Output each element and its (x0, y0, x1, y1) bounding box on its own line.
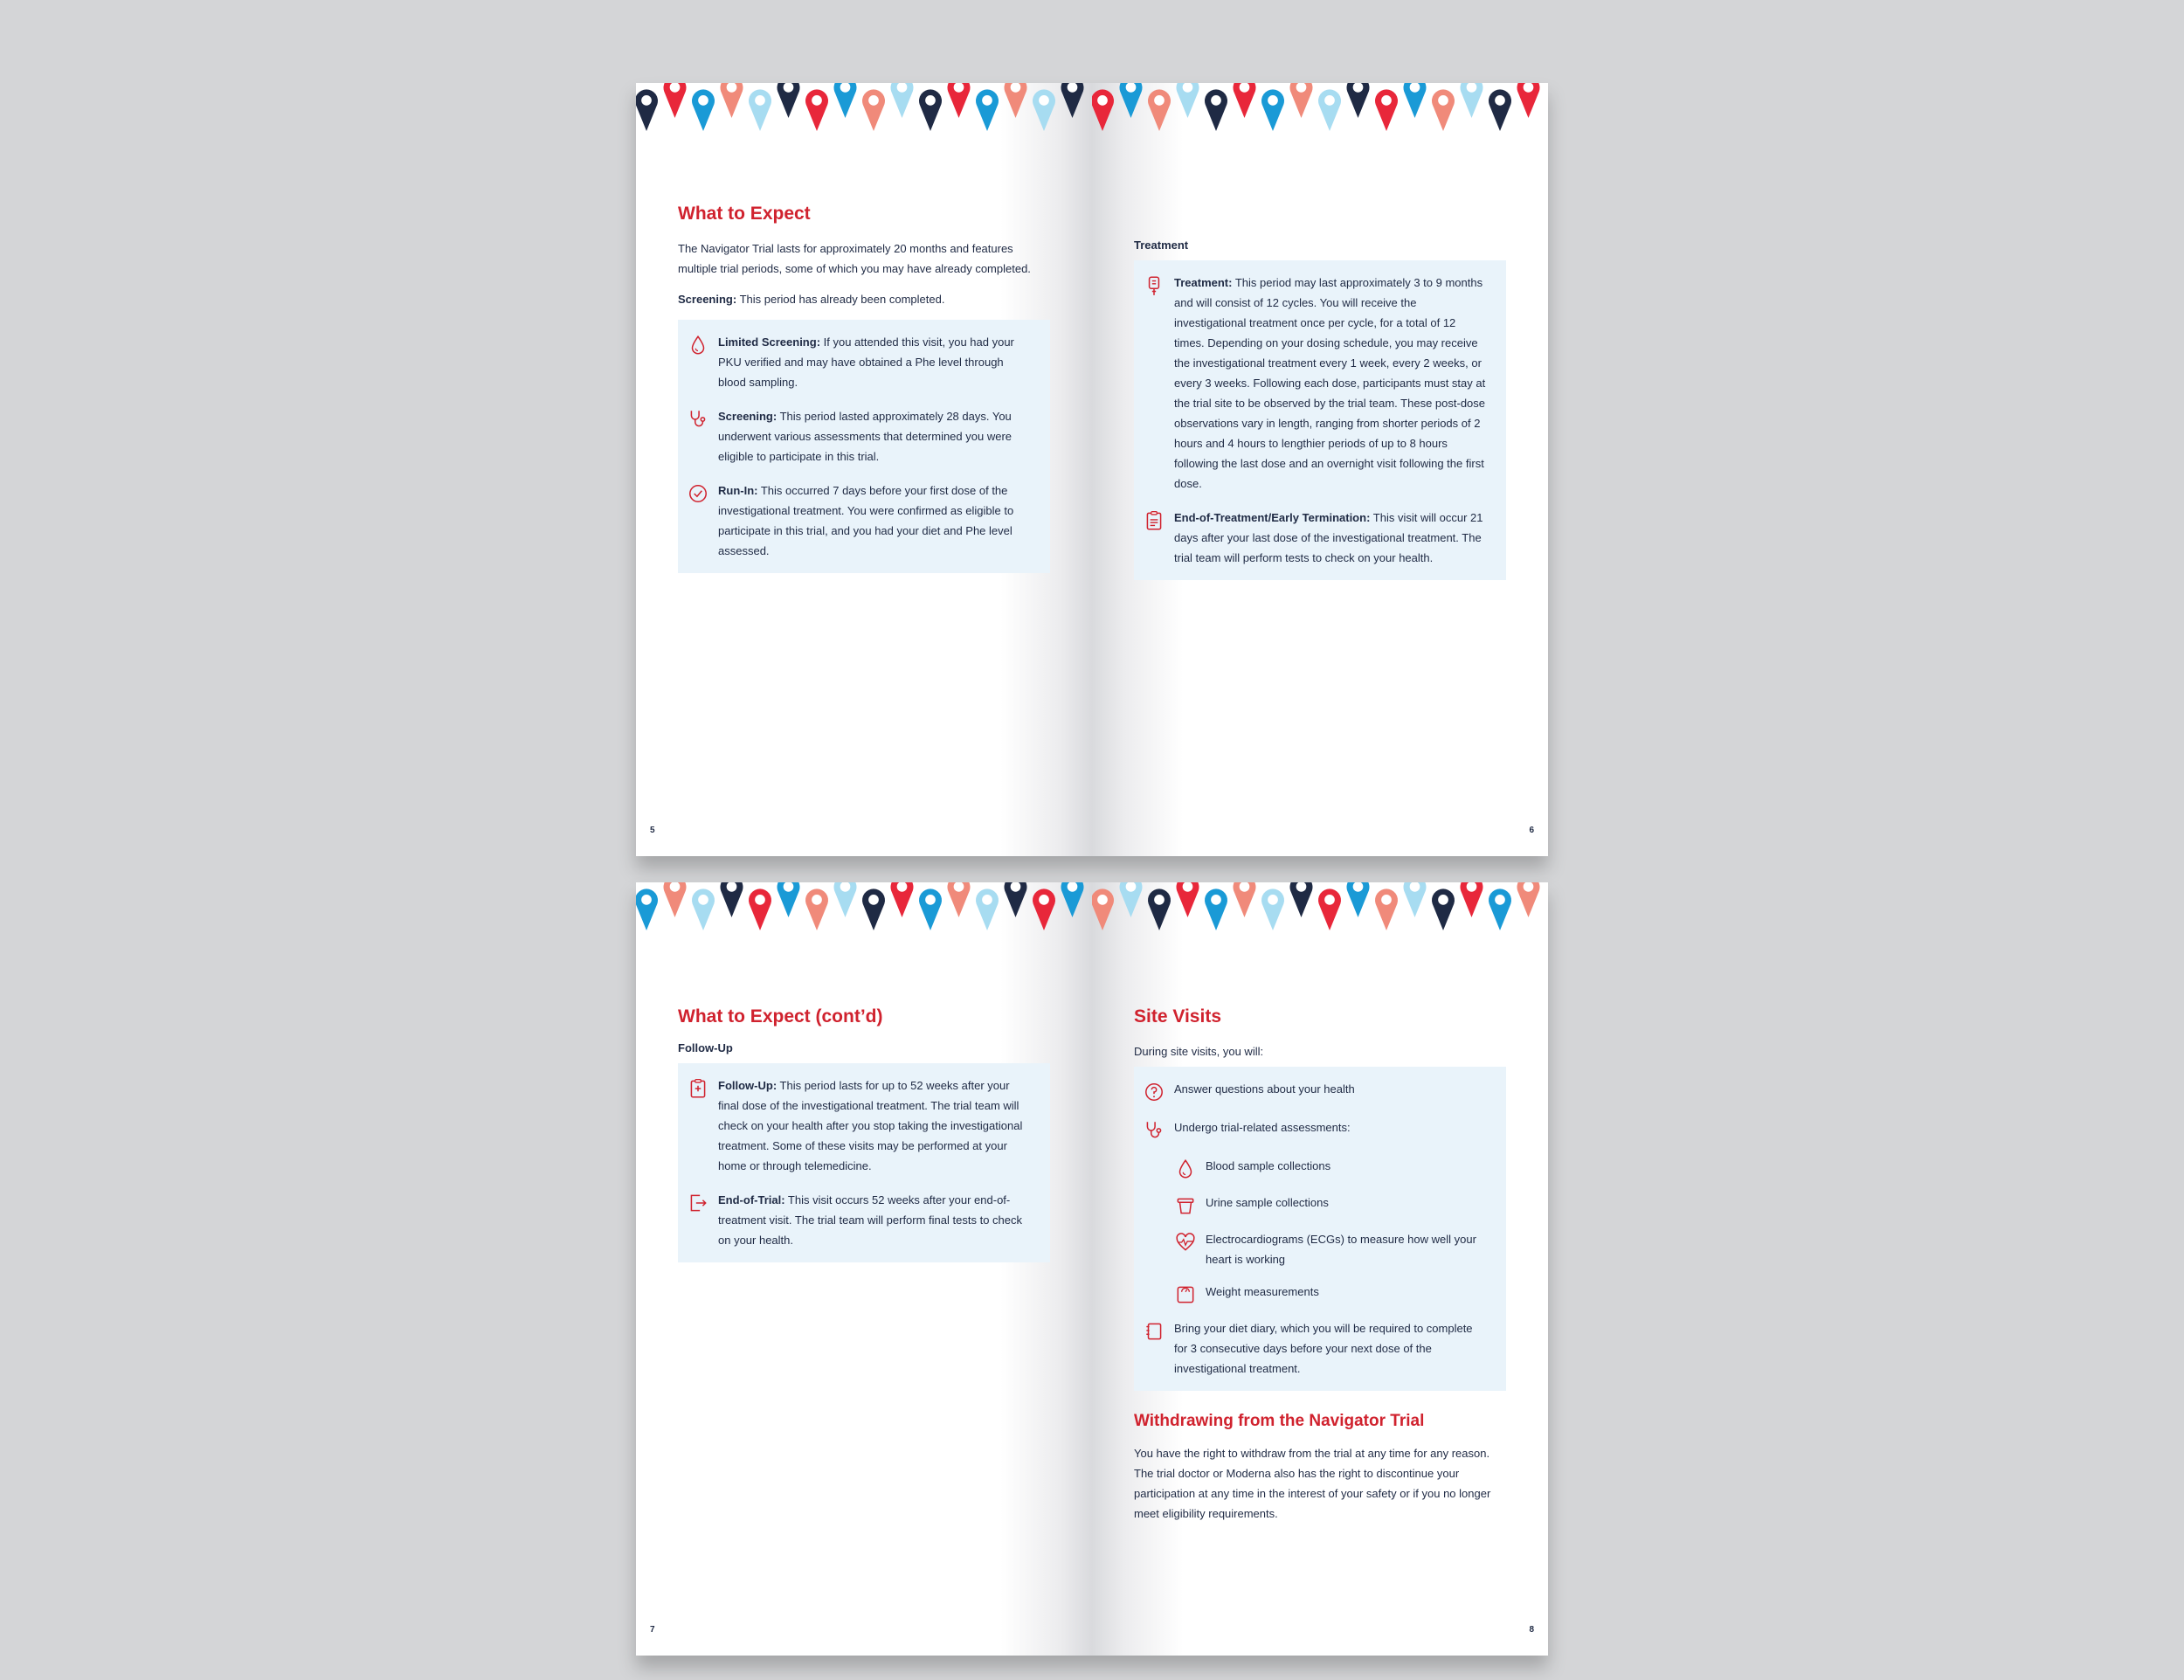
pin-hole (1097, 95, 1108, 106)
pin-hole (1268, 895, 1278, 905)
pin-hole (1039, 895, 1049, 905)
inverted-pin-group (1192, 930, 1213, 952)
page-8-content (1134, 1006, 1506, 1534)
booklet-spread-pages-7-8 (636, 882, 1548, 1656)
inverted-pin-group (1532, 130, 1549, 153)
site-visits-box (1134, 1067, 1506, 1391)
screening-info-box (678, 320, 1050, 573)
blood-drop-icon (687, 334, 709, 356)
page-number: 7 (650, 1625, 655, 1635)
page-number: 6 (1529, 826, 1534, 835)
inverted-pin-group (991, 130, 1012, 153)
page-title: What to Expect (678, 204, 811, 224)
inverted-pin-group (1276, 130, 1297, 153)
inverted-pin-group (650, 130, 671, 153)
list-item: Screening: This period lasted approximately 28 days. You underwent various assessments that determined you were eligible to participate in this trial. (687, 406, 1033, 467)
inverted-pin-group (792, 930, 813, 952)
inverted-pin-group (1076, 130, 1093, 153)
list-item: End-of-Treatment/Early Termination: This visit will occur 21 days after your last dose of the investigational treatment. The trial team will perform tests to check on your health. (1143, 508, 1489, 568)
pin-hole (1211, 895, 1221, 905)
pin-hole (1495, 95, 1505, 106)
intro-paragraph: During site visits, you will: (1134, 1045, 1264, 1058)
pin-hole (755, 895, 765, 905)
withdraw-heading: Withdrawing from the Navigator Trial (1134, 1412, 1425, 1430)
list-item: Follow-Up: This period lasts for up to 52 weeks after your final dose of the investigational treatment. The trial team will check on your health after you stop taking the investigational treatment. Some of these visits may be performed at your home or through telemedicine. (687, 1075, 1033, 1176)
list-item: Treatment: This period may last approximately 3 to 9 months and will consist of 12 cycles. You will receive the investigational treatment once per cycle, for a total of 12 times. Depending on your dosing schedule, you may receive the investigational treatment every 1 week, every 2 weeks, or every 3 weeks. Following each dose, participants must stay at the trial site to be observed by the trial team. These post-dose observations vary in length, ranging from shorter periods of 2 hours and 4 hours to lengthier periods of up to 8 hours following the last dose and an overnight visit following the first dose. (1143, 273, 1489, 494)
inverted-pin-group (934, 930, 955, 952)
inverted-pin-group (736, 930, 757, 952)
page-5 (636, 83, 1092, 856)
inverted-pin-group (1276, 930, 1297, 952)
pin-hole (1154, 895, 1165, 905)
inverted-pin-group (991, 930, 1012, 952)
inverted-pin-group (1106, 930, 1127, 952)
list-item: Urine sample collections (1174, 1193, 1489, 1217)
list-item: Run-In: This occurred 7 days before your first dose of the investigational treatment. You were confirmed as eligible to participate in this trial, and you had your diet and Phe level assessed. (687, 480, 1033, 561)
section-subheading: Follow-Up (678, 1041, 733, 1054)
notebook-icon (1143, 1320, 1165, 1343)
inverted-pin-group (1047, 130, 1068, 153)
inverted-pin-group (1135, 930, 1156, 952)
specimen-cup-icon (1174, 1194, 1197, 1217)
heartbeat-icon (1174, 1231, 1197, 1254)
pin-hole (641, 895, 652, 905)
inverted-pin-group (1248, 130, 1269, 153)
list-item: Limited Screening: If you attended this visit, you had your PKU verified and may have obtained a Phe level through blood sampling. (687, 332, 1033, 392)
inverted-pin-group (1333, 130, 1354, 153)
list-item: Electrocardiograms (ECGs) to measure how well your heart is working (1174, 1229, 1489, 1269)
pin-hole (755, 95, 765, 106)
pin-hole (1381, 895, 1392, 905)
page-5-content (678, 204, 1050, 573)
stethoscope-icon (687, 408, 709, 431)
follow-up-info-box (678, 1063, 1050, 1262)
inverted-pin-group (1305, 930, 1326, 952)
pin-hole (925, 895, 936, 905)
pin-hole (925, 95, 936, 106)
inverted-pin-group (1333, 930, 1354, 952)
inverted-pin-group (906, 930, 927, 952)
inverted-pin-group (764, 930, 784, 952)
inverted-pin-group (679, 130, 700, 153)
list-item: Bring your diet diary, which you will be required to complete for 3 consecutive days before your next dose of the investigational treatment. (1143, 1318, 1489, 1379)
location-pin-pattern-band (1092, 882, 1548, 961)
pin-hole (1381, 95, 1392, 106)
page-title: What to Expect (cont’d) (678, 1006, 883, 1027)
inverted-pin-group (1419, 130, 1440, 153)
list-item: Blood sample collections (1174, 1156, 1489, 1180)
inverted-pin-group (1019, 930, 1040, 952)
pin-hole (641, 95, 652, 106)
page-8 (1092, 882, 1548, 1656)
inverted-pin-group (849, 930, 870, 952)
inverted-pin-group (1532, 930, 1549, 952)
page-6 (1092, 83, 1548, 856)
inverted-pin-group (764, 130, 784, 153)
inverted-pin-group (1390, 930, 1411, 952)
inverted-pin-group (1220, 130, 1241, 153)
pin-hole (1268, 95, 1278, 106)
inverted-pin-group (1192, 130, 1213, 153)
pin-hole (1154, 95, 1165, 106)
inverted-pin-group (736, 130, 757, 153)
inverted-pin-group (963, 930, 984, 952)
pin-hole (1324, 895, 1335, 905)
inverted-pin-group (1503, 930, 1524, 952)
inverted-pin-group (707, 130, 728, 153)
stethoscope-icon (1143, 1119, 1165, 1142)
inverted-pin-group (906, 130, 927, 153)
iv-bag-icon (1143, 274, 1165, 297)
inverted-pin-group (1106, 130, 1127, 153)
blood-drop-icon (1174, 1158, 1197, 1180)
question-circle-icon (1143, 1081, 1165, 1103)
location-pin-pattern-band (636, 83, 1092, 162)
booklet-spread-pages-5-6 (636, 83, 1548, 856)
pin-hole (698, 895, 708, 905)
inverted-pin-group (707, 930, 728, 952)
page-7 (636, 882, 1092, 1656)
list-item: Answer questions about your health (1143, 1079, 1489, 1103)
pin-hole (1495, 895, 1505, 905)
screening-line: Screening: This period has already been completed. (678, 293, 945, 306)
inverted-pin-group (1076, 930, 1093, 952)
inverted-pin-group (1220, 930, 1241, 952)
inverted-pin-group (934, 130, 955, 153)
checkmark-circle-icon (687, 482, 709, 505)
inverted-pin-group (1362, 930, 1383, 952)
inverted-pin-group (1390, 130, 1411, 153)
page-number: 5 (650, 826, 655, 835)
pin-hole (1211, 95, 1221, 106)
inverted-pin-group (877, 930, 898, 952)
exit-door-icon (687, 1192, 709, 1214)
inverted-pin-group (1163, 130, 1184, 153)
inverted-pin-group (1419, 930, 1440, 952)
inverted-pin-group (679, 930, 700, 952)
pin-hole (982, 95, 992, 106)
section-subheading: Treatment (1134, 239, 1189, 252)
page-7-content (678, 1006, 1050, 1262)
list-item: End-of-Trial: This visit occurs 52 weeks after your end-of-treatment visit. The trial team will perform final tests to check on your health. (687, 1190, 1033, 1250)
withdraw-paragraph: You have the right to withdraw from the trial at any time for any reason. The trial doctor or Moderna also has the right to discontinue your participation at any time in the interest of your safety or if you no longer meet eligibility requirements. (1134, 1447, 1491, 1520)
inverted-pin-group (820, 930, 841, 952)
pin-hole (812, 895, 822, 905)
pin-hole (982, 895, 992, 905)
pin-hole (1097, 895, 1108, 905)
pin-hole (698, 95, 708, 106)
inverted-pin-group (650, 930, 671, 952)
pin-hole (1438, 895, 1448, 905)
treatment-info-box (1134, 260, 1506, 580)
medical-clipboard-icon (687, 1077, 709, 1100)
inverted-pin-group (1447, 130, 1468, 153)
inverted-pin-group (1476, 130, 1496, 153)
pin-hole (1324, 95, 1335, 106)
pin-hole (812, 95, 822, 106)
pin-hole (1039, 95, 1049, 106)
location-pin-pattern-band (636, 882, 1092, 961)
location-pin-pattern-band (1092, 83, 1548, 162)
list-item: Weight measurements (1174, 1282, 1489, 1306)
inverted-pin-group (1362, 130, 1383, 153)
inverted-pin-group (849, 130, 870, 153)
page-title: Site Visits (1134, 1006, 1221, 1027)
inverted-pin-group (1019, 130, 1040, 153)
pin-hole (868, 95, 879, 106)
clipboard-icon (1143, 509, 1165, 532)
inverted-pin-group (1135, 130, 1156, 153)
inverted-pin-group (792, 130, 813, 153)
inverted-pin-group (1476, 930, 1496, 952)
page-number: 8 (1529, 1625, 1534, 1635)
inverted-pin-group (963, 130, 984, 153)
inverted-pin-group (1047, 930, 1068, 952)
inverted-pin-group (1248, 930, 1269, 952)
inverted-pin-group (1447, 930, 1468, 952)
scale-icon (1174, 1283, 1197, 1306)
pin-hole (868, 895, 879, 905)
list-item: Undergo trial-related assessments: (1143, 1117, 1489, 1142)
inverted-pin-group (1503, 130, 1524, 153)
inverted-pin-group (820, 130, 841, 153)
inverted-pin-group (877, 130, 898, 153)
page-6-content (1134, 239, 1506, 580)
intro-paragraph: The Navigator Trial lasts for approximately 20 months and features multiple trial periods, some of which you may have already completed. (678, 242, 1031, 275)
pin-hole (1438, 95, 1448, 106)
inverted-pin-group (1163, 930, 1184, 952)
inverted-pin-group (1305, 130, 1326, 153)
